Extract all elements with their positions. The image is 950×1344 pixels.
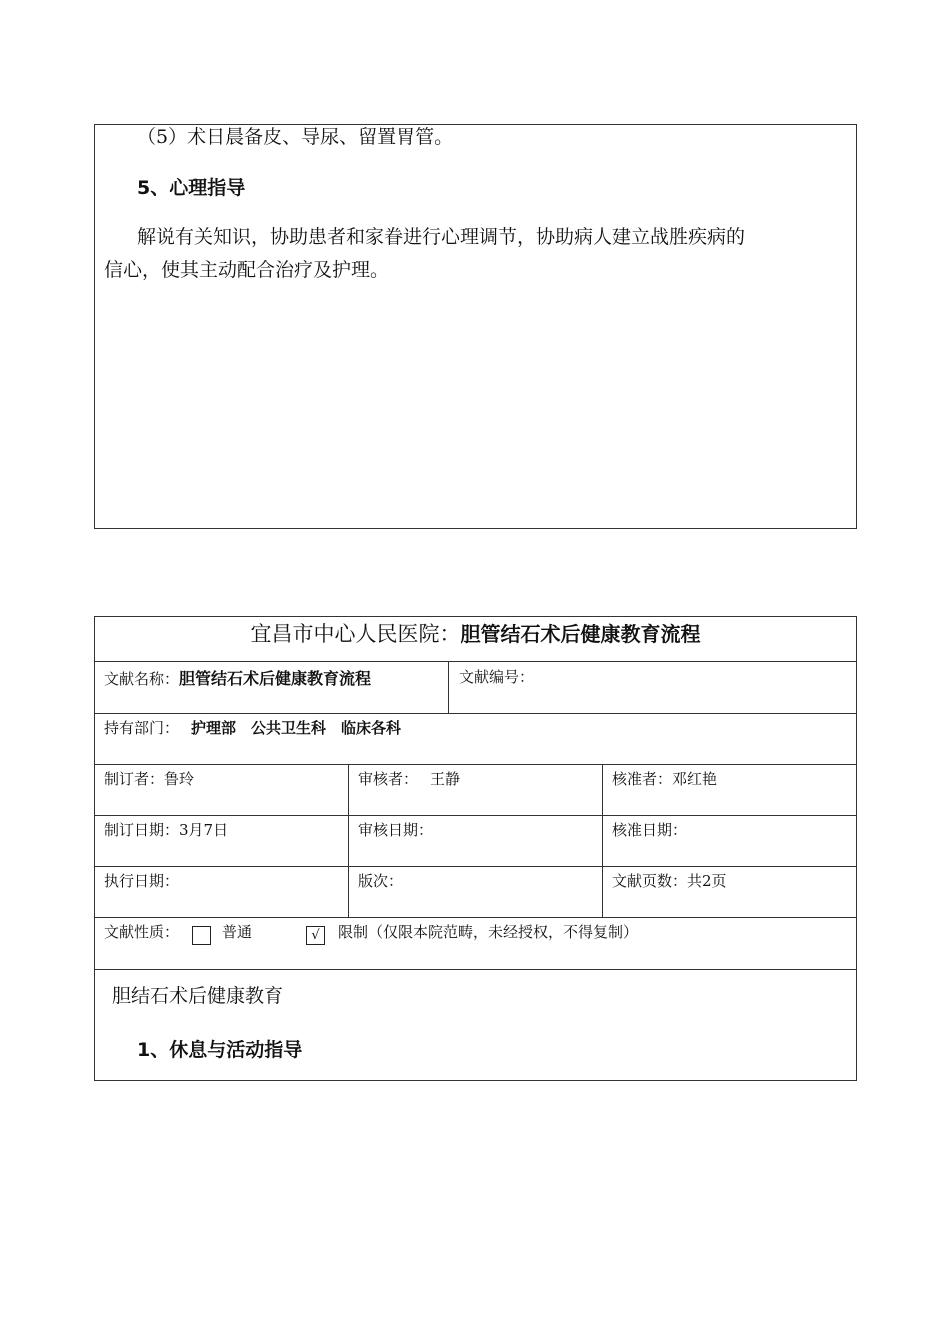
document-control-form bbox=[94, 616, 857, 1081]
signatories-row bbox=[95, 764, 856, 815]
approver-value: 邓红艳 bbox=[672, 770, 718, 788]
page-count-label: 文献页数： bbox=[612, 872, 688, 890]
section-content-row bbox=[95, 969, 856, 1080]
reviewer-value: 王静 bbox=[430, 770, 461, 788]
form-title bbox=[95, 617, 856, 661]
review-date-label: 审核日期： bbox=[358, 821, 434, 839]
doc-name-label: 文献名称： bbox=[104, 670, 180, 688]
nature-row bbox=[95, 917, 856, 969]
create-date-cell bbox=[104, 820, 228, 840]
version-label: 版次： bbox=[358, 872, 404, 890]
create-date-value: 3月7日 bbox=[179, 821, 229, 839]
restricted-checkbox[interactable] bbox=[306, 926, 325, 945]
reviewer-cell bbox=[358, 769, 460, 789]
dept-row bbox=[95, 713, 856, 764]
page-count-value: 共2页 bbox=[687, 872, 727, 890]
author-cell bbox=[104, 769, 194, 789]
section-title: 胆结石术后健康教育 bbox=[112, 985, 284, 1007]
section-item-1: 1、休息与活动指导 bbox=[137, 1039, 303, 1061]
doc-name-row bbox=[95, 661, 856, 713]
option-normal-label: 普通 bbox=[222, 923, 253, 941]
author-value: 鲁玲 bbox=[164, 770, 195, 788]
nature-label: 文献性质： bbox=[104, 923, 180, 941]
doc-name-cell bbox=[104, 669, 371, 689]
dates-row bbox=[95, 815, 856, 866]
exec-date-label: 执行日期： bbox=[104, 872, 180, 890]
preop-item-5: （5）术日晨备皮、导尿、留置胃管。 bbox=[137, 126, 454, 148]
exec-row bbox=[95, 866, 856, 917]
continuation-content-box bbox=[94, 124, 857, 529]
approver-cell bbox=[612, 769, 717, 789]
form-title-main: 胆管结石术后健康教育流程 bbox=[460, 622, 701, 646]
reviewer-label: 审核者： bbox=[358, 770, 419, 788]
approver-label: 核准者： bbox=[612, 770, 673, 788]
psych-guidance-heading: 5、心理指导 bbox=[137, 177, 246, 199]
author-label: 制订者： bbox=[104, 770, 165, 788]
dept-value: 护理部 公共卫生科 临床各科 bbox=[191, 719, 402, 737]
check-mark-icon: √ bbox=[311, 928, 320, 943]
hospital-name: 宜昌市中心人民医院： bbox=[250, 622, 461, 646]
page-count-cell bbox=[612, 871, 727, 891]
psych-paragraph-line-1: 解说有关知识，协助患者和家眷进行心理调节，协助病人建立战胜疾病的 bbox=[137, 226, 746, 248]
dept-label: 持有部门： bbox=[104, 719, 180, 737]
doc-number-label: 文献编号： bbox=[459, 668, 535, 686]
create-date-label: 制订日期： bbox=[104, 821, 180, 839]
psych-paragraph-line-2: 信心，使其主动配合治疗及护理。 bbox=[104, 259, 390, 281]
normal-checkbox[interactable] bbox=[192, 926, 211, 945]
approve-date-label: 核准日期： bbox=[612, 821, 688, 839]
option-restricted-label: 限制（仅限本院范畴，未经授权，不得复制） bbox=[338, 923, 639, 941]
doc-name-value: 胆管结石术后健康教育流程 bbox=[179, 669, 372, 688]
dept-cell bbox=[104, 718, 401, 738]
